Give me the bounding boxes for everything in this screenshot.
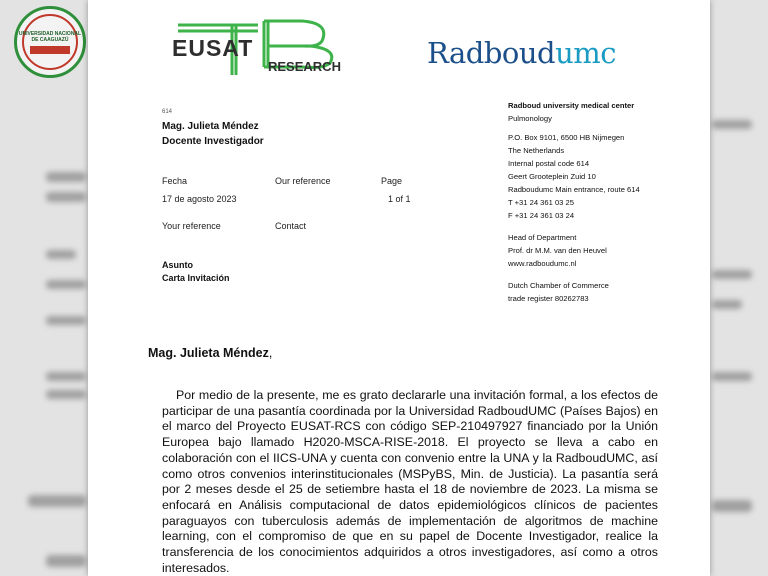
blur-text <box>712 120 752 129</box>
recipient-title: Docente Investigador <box>162 136 264 147</box>
salutation <box>148 346 272 360</box>
salutation-name: Mag. Julieta Méndez <box>148 346 269 360</box>
blur-text <box>28 495 86 507</box>
address-line: T +31 24 361 03 25 <box>508 198 574 207</box>
website-link[interactable]: www.radboudumc.nl <box>508 259 577 268</box>
address-line: Geert Grooteplein Zuid 10 <box>508 172 596 181</box>
subject-block <box>162 259 230 285</box>
page-value: 1 of 1 <box>388 194 411 204</box>
blur-text <box>712 372 752 381</box>
head-line: Head of Department <box>508 233 577 242</box>
blur-text <box>46 172 86 182</box>
sender-info <box>508 99 708 305</box>
sender-department: Pulmonology <box>508 114 552 123</box>
recipient-block <box>162 119 264 149</box>
blur-text <box>46 192 86 202</box>
page-label: Page <box>381 176 403 186</box>
contact-label: Contact <box>275 221 307 231</box>
address-line: Radboudumc Main entrance, route 614 <box>508 185 640 194</box>
fecha-value: 17 de agosto 2023 <box>162 194 237 204</box>
eusat-tb-logo <box>172 17 352 77</box>
blur-text <box>46 316 86 325</box>
umc-text: umc <box>555 36 617 70</box>
salutation-comma: , <box>268 346 273 360</box>
reference-number: 614 <box>162 109 173 115</box>
fecha-label: Fecha <box>162 176 188 186</box>
blur-text <box>46 372 86 381</box>
blur-text <box>46 250 76 259</box>
research-text: RESEARCH <box>268 59 341 74</box>
blur-text <box>46 555 86 567</box>
chamber-line: Dutch Chamber of Commerce <box>508 281 609 290</box>
seal-name: UNIVERSIDAD NACIONAL DE CAAGUAZÚ <box>18 30 82 43</box>
our-reference-label: Our reference <box>275 176 331 186</box>
radboudumc-logo <box>427 36 616 70</box>
address-line: The Netherlands <box>508 146 565 155</box>
asunto-value: Carta Invitación <box>162 273 230 283</box>
eusat-text: EUSAT <box>172 35 254 61</box>
address-line: F +31 24 361 03 24 <box>508 211 575 220</box>
blur-text <box>712 300 742 309</box>
chamber-line: trade register 80262783 <box>508 294 589 303</box>
sender-institution: Radboud university medical center <box>508 101 635 110</box>
head-line: Prof. dr M.M. van den Heuvel <box>508 246 607 255</box>
blur-text <box>46 390 86 399</box>
radboud-text: Radboud <box>427 36 556 70</box>
address-line: P.O. Box 9101, 6500 HB Nijmegen <box>508 133 625 142</box>
blur-text <box>712 500 752 512</box>
blur-text <box>46 280 86 289</box>
recipient-name: Mag. Julieta Méndez <box>162 121 259 132</box>
letter-page <box>88 0 710 576</box>
letter-paragraph: Por medio de la presente, me es grato declararle una invitación formal, a los efectos de participar de una pasantía coordinada por la Universidad RadboudUMC (Países Bajos) en el marco del Proyecto EUSAT-RCS con código SEP-210497927 financiado por la Unión Europea bajo llamado H2020-MSCA-RISE-2018. El proyecto se lleva a cabo en colaboración con el IICS-UNA y cuenta con convenio entre la UNA y la RadboudUMC, así como otros convenios interinstitucionales (MSPyBS, Min. de Justicia). La pasantía será por 2 meses desde el 25 de setiembre hasta el 18 de noviembre de 2023. La misma se enfocará en Análisis computacional de datos epidemiológicos clínicos de pacientes paraguayos con tuberculosis además de implementación de algoritmos de machine learning, con el compromiso de que en su papel de Docente Investigador, realice la transferencia de los conocimientos adquiridos a otros investigadores, así como a otros interesados. <box>162 388 658 575</box>
address-line: Internal postal code 614 <box>508 159 590 168</box>
your-reference-label: Your reference <box>162 221 221 231</box>
asunto-label: Asunto <box>162 260 193 270</box>
seal-band <box>30 46 70 54</box>
blur-text <box>712 270 752 279</box>
university-seal <box>14 6 86 78</box>
